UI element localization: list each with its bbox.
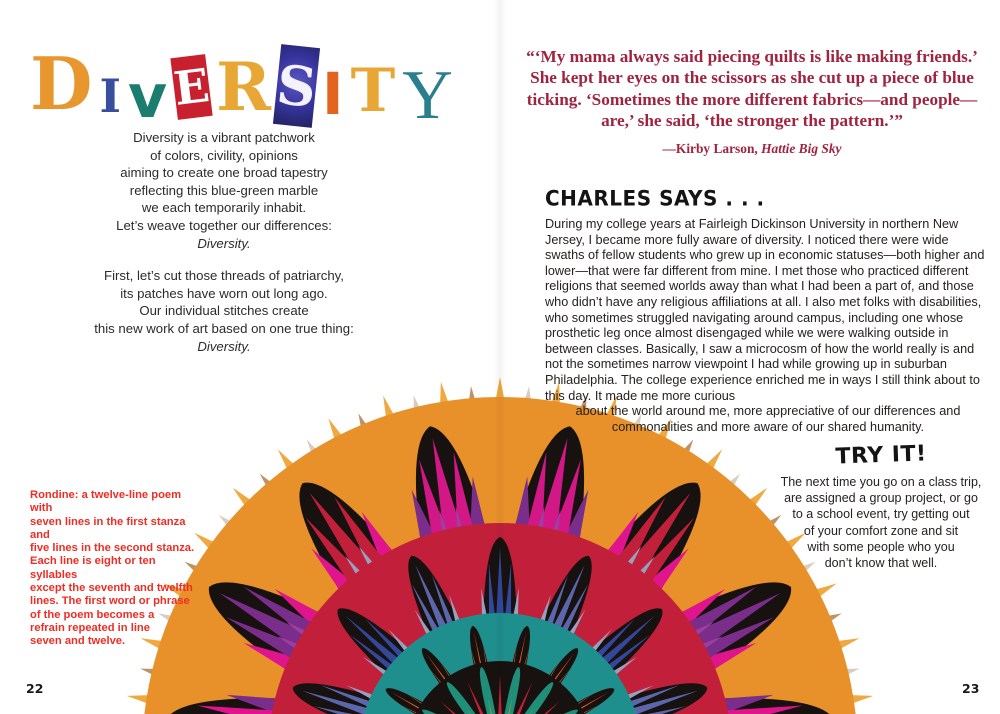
title-letter: T: [350, 56, 396, 126]
epigraph-quote: [512, 46, 992, 159]
charles-says-tail-line: about the world around me, more appreciative of our differences and: [575, 404, 961, 419]
title-letter: I: [99, 69, 121, 123]
try-it-line: of your comfort zone and sit: [803, 523, 959, 538]
form-note-line: Each line is eight or ten syllables: [30, 555, 156, 581]
poem-refrain: Diversity.: [197, 338, 251, 354]
title-letter: E: [170, 54, 212, 120]
quote-line: ticking. ‘Sometimes the more different fabrics—and people—: [526, 89, 978, 109]
poem-line: Our individual stitches create: [139, 303, 309, 319]
try-it-line: don’t know that well.: [824, 556, 938, 571]
title-letter: D: [30, 41, 93, 126]
quote-author: —Kirby Larson,: [662, 141, 762, 157]
poem-stanza-2: [30, 267, 418, 355]
charles-says-tail-line: commonalities and more aware of our shared humanity.: [611, 419, 925, 434]
poem-diversity: [30, 129, 418, 355]
try-it-line: to a school event, try getting out: [792, 507, 970, 522]
try-it-section: [765, 443, 997, 571]
charles-says-paragraph: During my college years at Fairleigh Dickinson University in northern New Jersey, I became more fully aware of diversity. I noticed there were wide swaths of fellow students who grew up in economic statuses—both higher and lower—that were far different from mine. I met those who practiced different religions that seemed worlds away than what I had been a part of, and those who didn’t have any religious affiliations at all. I also met folks with disabilities, who sometimes struggled navigating around campus, including one whose prosthetic leg once almost disengaged while we were walking outside in between classes. Basically, I saw a microcosm of how the world really is and not the sometimes narrow viewpoint I had while growing up in suburban Philadelphia. The college experience enriched me in ways I still think about to this day. It made me more curious: [545, 217, 985, 403]
poem-refrain: Diversity.: [197, 235, 251, 251]
charles-says-section: [545, 186, 991, 435]
try-it-line: are assigned a group project, or go: [784, 491, 978, 506]
quote-line: “‘My mama always said piecing quilts is like making friends.’: [526, 47, 978, 66]
quote-attribution: [512, 138, 992, 159]
form-note-line: seven lines in the first stanza and: [30, 515, 186, 541]
page-title-diversity: [30, 30, 453, 134]
charles-says-heading: CHARLES SAYS . . .: [545, 185, 765, 211]
title-letter: S: [273, 44, 320, 128]
form-note-line: of the poem becomes a: [30, 608, 155, 621]
poem-line: this new work of art based on one true thing:: [94, 320, 354, 336]
poem-line: we each temporarily inhabit.: [141, 200, 307, 216]
poem-line: its patches have worn out long ago.: [120, 285, 328, 301]
poem-line: of colors, civility, opinions: [150, 147, 298, 163]
title-letter: I: [322, 60, 344, 128]
form-note-line: five lines in the second stanza.: [30, 542, 195, 555]
form-note-line: refrain repeated in line: [30, 621, 150, 634]
poem-line: aiming to create one broad tapestry: [120, 165, 328, 181]
form-note-line: seven and twelve.: [30, 635, 126, 648]
title-letter: v: [127, 62, 168, 132]
page-number-right: 23: [962, 681, 980, 696]
poem-line: reflecting this blue-green marble: [129, 182, 319, 198]
poem-line: Let’s weave together our differences:: [116, 217, 332, 233]
form-note-line: lines. The first word or phrase: [30, 595, 190, 608]
form-note-text: a twelve-line poem with: [30, 489, 182, 515]
form-note-term: Rondine:: [30, 489, 79, 501]
try-it-text: [765, 474, 997, 571]
quote-line: are,’ she said, ‘the stronger the pattern.’”: [601, 110, 903, 130]
try-it-heading: TRY IT!: [835, 441, 927, 470]
form-note-line: [30, 489, 202, 516]
title-letter: R: [216, 48, 272, 126]
page-number-left: 22: [26, 681, 44, 696]
poem-form-note-rondine: [30, 489, 202, 649]
poem-line: First, let’s cut those threads of patriarchy,: [104, 268, 344, 284]
quote-book-title: Hattie Big Sky: [761, 141, 842, 157]
title-letter: Y: [402, 57, 453, 134]
try-it-line: with some people who you: [807, 539, 955, 554]
poem-stanza-1: [30, 129, 418, 252]
quote-line: She kept her eyes on the scissors as she cut up a piece of blue: [530, 68, 974, 88]
form-note-line: except the seventh and twelfth: [30, 582, 193, 595]
try-it-line: The next time you go on a class trip,: [780, 475, 982, 489]
poem-line: Diversity is a vibrant patchwork: [133, 130, 315, 145]
